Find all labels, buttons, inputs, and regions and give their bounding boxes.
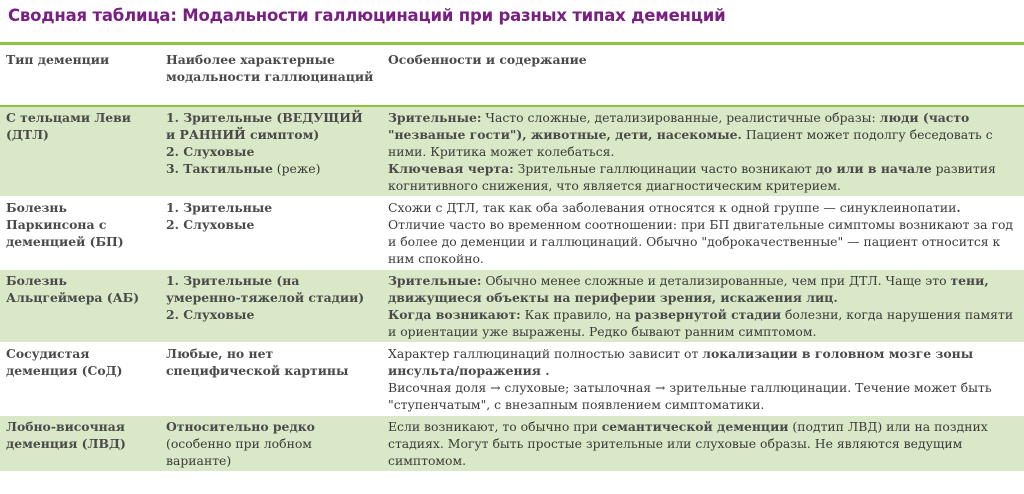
feature-paragraph	[388, 199, 1018, 216]
table-row	[0, 106, 1024, 197]
modality-name: 2. Слуховые	[166, 217, 255, 232]
table-row	[0, 343, 1024, 416]
modality-name: 1. Зрительные (на умеренно-тяжелой стадии)	[166, 273, 365, 305]
feature-paragraph	[388, 418, 1018, 469]
features-cell	[382, 416, 1024, 472]
feature-text: Схожи с ДТЛ, так как оба заболевания относятся к одной группе — синуклеинопатии	[388, 200, 957, 215]
modality-note: (особенно при лобном варианте)	[166, 436, 312, 468]
feature-highlight: .	[956, 200, 961, 215]
feature-text: Обычно менее сложные и детализированные, чем при ДТЛ. Чаще это	[481, 273, 951, 288]
feature-label: Зрительные:	[388, 273, 482, 288]
feature-paragraph	[388, 216, 1018, 267]
dementia-type-cell: Сосудистая деменция (СоД)	[6, 346, 123, 378]
dementia-table	[0, 45, 1024, 472]
header-dementia-type: Тип деменции	[6, 52, 110, 67]
feature-text: болезни, когда нарушения памяти и ориентации уже выражены. Редко бывают ранним симптомом.	[388, 307, 1014, 339]
feature-text: Как правило, на	[520, 307, 635, 322]
modality-item	[166, 345, 376, 379]
feature-highlight: развернутой стадии	[634, 307, 782, 322]
header-features: Особенности и содержание	[388, 52, 587, 67]
table-row	[0, 270, 1024, 343]
feature-label: Ключевая черта:	[388, 161, 514, 176]
feature-paragraph	[388, 306, 1018, 340]
page-title: Сводная таблица: Модальности галлюцинаций при разных типах деменций	[8, 6, 726, 25]
header-modalities: Наиболее характерные модальности галлюцинаций	[166, 52, 374, 84]
modality-note: (реже)	[272, 161, 321, 176]
feature-text: Отличие часто во временном соотношении: при БП двигательные симптомы возникают за год и более до деменции и галлюцинаций. Обычно "доброкачественные" — пациент относится к ним спокойно.	[388, 217, 1014, 266]
feature-paragraph	[388, 160, 1018, 194]
feature-text: (подтип ЛВД) или на поздних стадиях. Могут быть простые зрительные или слуховые образы. Не являются ведущим симптомом.	[388, 419, 988, 468]
feature-highlight: локализации в головном мозге зоны инсульта/поражения .	[388, 346, 974, 378]
feature-highlight: до или в начале	[815, 161, 932, 176]
table-row	[0, 197, 1024, 270]
dementia-type-cell: Болезнь Альцгеймера (АБ)	[6, 273, 140, 305]
modality-item	[166, 306, 376, 323]
modalities-cell	[160, 416, 382, 472]
features-cell	[382, 106, 1024, 197]
features-cell	[382, 343, 1024, 416]
feature-label: Когда возникают:	[388, 307, 521, 322]
table-header-row	[0, 45, 1024, 106]
feature-paragraph	[388, 345, 1018, 379]
table-row	[0, 416, 1024, 472]
modality-item	[166, 272, 376, 306]
features-cell	[382, 197, 1024, 270]
modality-item	[166, 143, 376, 160]
modalities-cell	[160, 343, 382, 416]
dementia-type-cell: Болезнь Паркинсона с деменцией (БП)	[6, 200, 124, 249]
modality-name: Относительно редко	[166, 419, 315, 434]
feature-text: Пациент может подолгу беседовать с ними. Критика может колебаться.	[388, 127, 993, 159]
feature-text: Если возникают, то обычно при	[388, 419, 602, 434]
dementia-type-cell: С тельцами Леви (ДТЛ)	[6, 110, 131, 142]
modality-name: 1. Зрительные (ВЕДУЩИЙ и РАННИЙ симптом)	[166, 110, 363, 142]
modality-name: 1. Зрительные	[166, 200, 273, 215]
modality-item	[166, 418, 376, 469]
modality-name: 2. Слуховые	[166, 144, 255, 159]
feature-text: Зрительные галлюцинации часто возникают	[513, 161, 816, 176]
feature-paragraph	[388, 109, 1018, 160]
feature-highlight: тени, движущиеся объекты на периферии зрения, искажения лиц.	[388, 273, 989, 305]
modality-item	[166, 216, 376, 233]
modality-item	[166, 199, 376, 216]
modality-item	[166, 109, 376, 143]
feature-text: Характер галлюцинаций полностью зависит от	[388, 346, 703, 361]
feature-highlight: семантической деменции	[601, 419, 789, 434]
dementia-type-cell: Лобно-височная деменция (ЛВД)	[6, 419, 126, 451]
feature-text: развития когнитивного снижения, что является диагностическим критерием.	[388, 161, 996, 193]
modality-name: Любые, но нет специфической картины	[166, 346, 349, 378]
modalities-cell	[160, 270, 382, 343]
modality-item	[166, 160, 376, 177]
modality-name: 3. Тактильные	[166, 161, 273, 176]
feature-text: Часто сложные, детализированные, реалистичные образы:	[481, 110, 880, 125]
feature-text: Височная доля → слуховые; затылочная → зрительные галлюцинации. Течение может быть "ступенчатым", с внезапным появлением симптоматики.	[388, 380, 992, 412]
modality-name: 2. Слуховые	[166, 307, 255, 322]
modalities-cell	[160, 197, 382, 270]
modalities-cell	[160, 106, 382, 197]
feature-highlight: люди (часто "незваные гости"), животные, дети, насекомые.	[388, 110, 970, 142]
feature-paragraph	[388, 379, 1018, 413]
feature-label: Зрительные:	[388, 110, 482, 125]
feature-paragraph	[388, 272, 1018, 306]
features-cell	[382, 270, 1024, 343]
